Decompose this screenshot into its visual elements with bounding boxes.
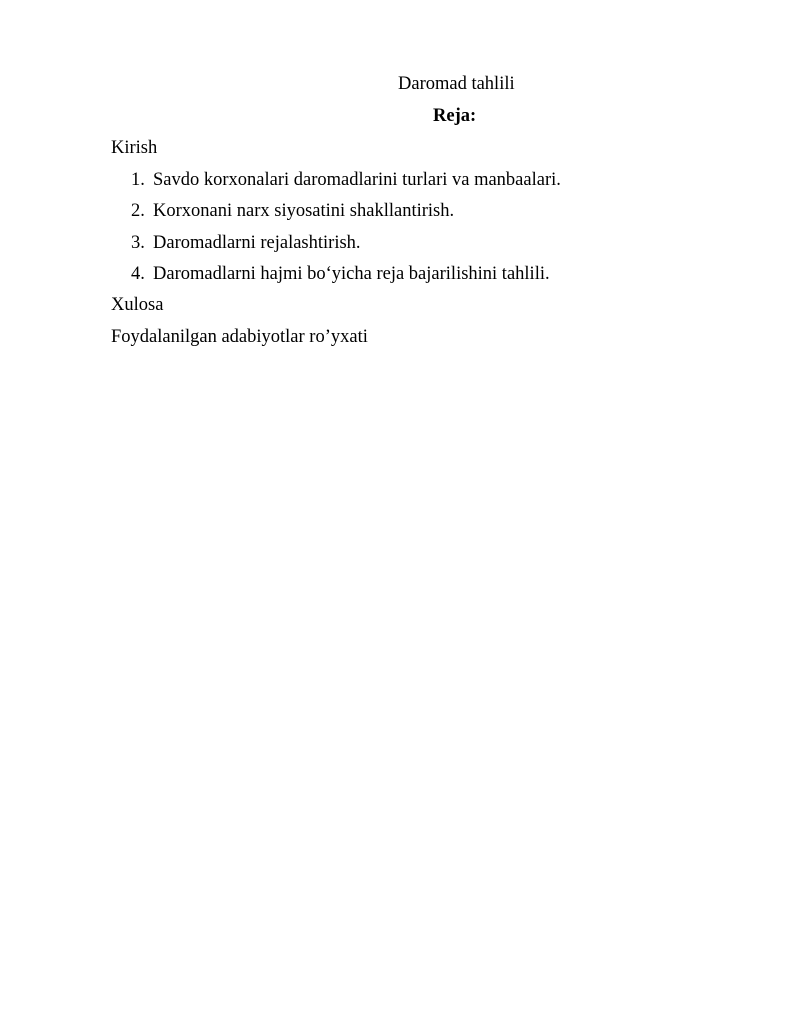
plan-item-text: Savdo korxonalari daromadlarini turlari va manbaalari. bbox=[153, 170, 561, 190]
conclusion-line: Xulosa bbox=[111, 295, 164, 315]
references-line: Foydalanilgan adabiyotlar ro’yxati bbox=[111, 327, 368, 347]
intro-line: Kirish bbox=[111, 138, 158, 158]
plan-heading: Reja: bbox=[433, 106, 477, 126]
plan-item-text: Korxonani narx siyosatini shakllantirish. bbox=[153, 201, 455, 221]
plan-item bbox=[131, 234, 361, 253]
plan-item-number: 2. bbox=[131, 201, 145, 221]
plan-item-number: 3. bbox=[131, 233, 145, 253]
plan-item bbox=[131, 171, 561, 190]
plan-item-text: Daromadlarni hajmi bo‘yicha reja bajarilishini tahlili. bbox=[153, 264, 550, 284]
plan-item-text: Daromadlarni rejalashtirish. bbox=[153, 233, 361, 253]
plan-item-number: 4. bbox=[131, 264, 145, 284]
plan-item bbox=[131, 265, 550, 284]
plan-item bbox=[131, 202, 454, 221]
plan-item-number: 1. bbox=[131, 170, 145, 190]
document-title: Daromad tahlili bbox=[398, 74, 515, 94]
